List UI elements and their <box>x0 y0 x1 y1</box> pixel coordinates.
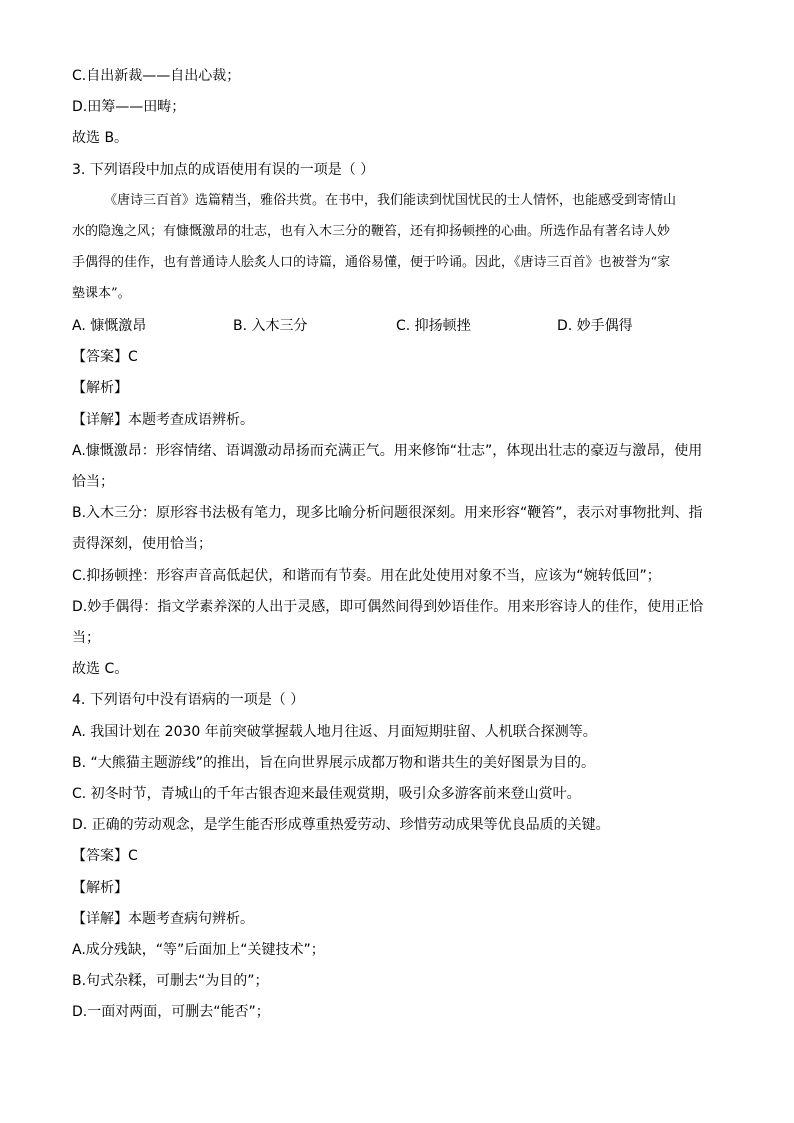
option-line: C. 初冬时节，青城山的千年古银杏迎来最佳观赏期，吸引众多游客前来登山赏叶。 <box>72 786 581 802</box>
option-d: D. 妙手偶得 <box>557 318 633 334</box>
option-line: A. 我国计划在 2030 年前突破掌握载人地月往返、月面短期驻留、人机联合探测等。 <box>72 724 597 740</box>
explain-line: 当； <box>72 630 100 646</box>
option-b: B. 入木三分 <box>233 318 308 334</box>
explain-line: 恰当； <box>72 474 114 490</box>
passage-line: 塾课本”。 <box>72 286 131 301</box>
option-line: D. 正确的劳动观念，是学生能否形成尊重热爱劳动、珍惜劳动成果等优良品质的关键。 <box>72 817 610 833</box>
explain-line: D.一面对两面，可删去“能否”； <box>72 1004 270 1020</box>
text-line: 故选 B。 <box>72 130 129 146</box>
analysis-label: 【解析】 <box>72 380 128 396</box>
passage-line: 手偶得的佳作，也有普通诗人脍炙人口的诗篇，通俗易懂，便于吟诵。因此，《唐诗三百首》也被誉为“家 <box>72 255 671 270</box>
option-c: C. 抑扬顿挫 <box>396 318 471 334</box>
explain-line: A.成分残缺，“等”后面加上“关键技术”； <box>72 942 325 958</box>
explain-line: 责得深刻，使用恰当； <box>72 536 212 552</box>
question-3-stem: 3. 下列语段中加点的成语使用有误的一项是（ ） <box>72 162 375 178</box>
detail-line: 【详解】本题考查病句辨析。 <box>72 911 254 927</box>
option-line: B. “大熊猫主题游线”的推出，旨在向世界展示成都万物和谐共生的美好图景为目的。 <box>72 755 596 771</box>
text-line: C.自出新裁——自出心裁； <box>72 68 241 84</box>
conclusion-line: 故选 C。 <box>72 661 129 677</box>
option-a: A. 慷慨激昂 <box>72 318 147 334</box>
detail-line: 【详解】本题考查成语辨析。 <box>72 412 254 428</box>
explain-line: B.句式杂糅，可删去“为目的”； <box>72 973 269 989</box>
question-4-stem: 4. 下列语句中没有语病的一项是（ ） <box>72 692 305 708</box>
passage-line: 水的隐逸之风；有慷慨激昂的壮志，也有入木三分的鞭笞，还有抑扬顿挫的心曲。所选作品有著名诗人妙 <box>72 224 671 239</box>
answer-label: 【答案】C <box>72 349 138 365</box>
answer-label: 【答案】C <box>72 848 138 864</box>
analysis-label: 【解析】 <box>72 880 128 896</box>
passage-line: 《唐诗三百首》选篇精当，雅俗共赏。在书中，我们能读到忧国忧民的士人情怀，也能感受到寄情山 <box>104 193 677 208</box>
explain-line: B.入木三分：原形容书法极有笔力，现多比喻分析问题很深刻。用来形容“鞭笞”，表示对事物批判、指 <box>72 505 703 521</box>
explain-line: C.抑扬顿挫：形容声音高低起伏，和谐而有节奏。用在此处使用对象不当，应该为“婉转低回”； <box>72 568 661 584</box>
explain-line: D.妙手偶得：指文学素养深的人出于灵感，即可偶然间得到妙语佳作。用来形容诗人的佳作，使用正恰 <box>72 599 704 615</box>
explain-line: A.慷慨激昂：形容情绪、语调激动昂扬而充满正气。用来修饰“壮志”，体现出壮志的豪迈与激昂，使用 <box>72 443 703 459</box>
text-line: D.田筹——田畴； <box>72 99 186 115</box>
